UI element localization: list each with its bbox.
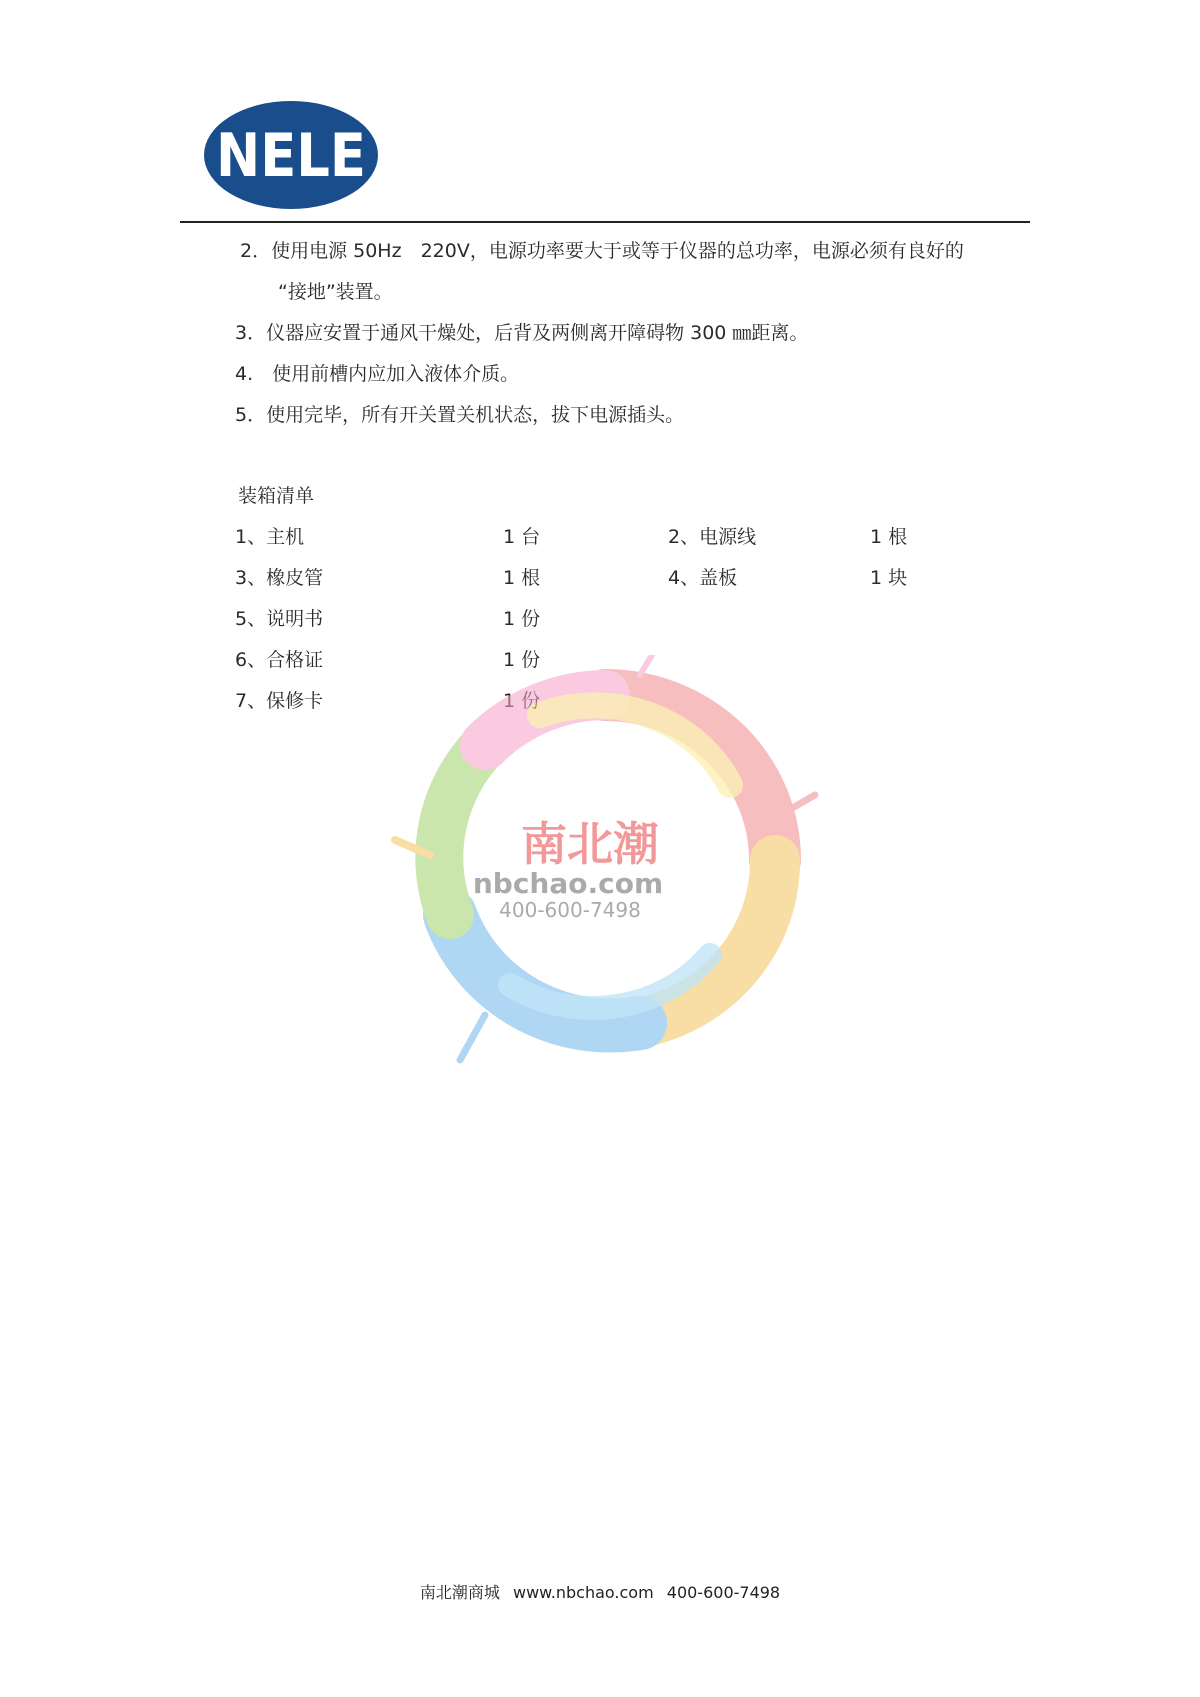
- packing-item-name: 2、电源线: [668, 526, 757, 548]
- packing-list-title: 装箱清单: [238, 485, 315, 507]
- header-divider: [180, 221, 1030, 223]
- packing-item-name: 4、盖板: [668, 567, 738, 589]
- watermark-domain: nbchao.com: [472, 867, 664, 900]
- packing-item-qty: 1 份: [503, 690, 541, 712]
- packing-item-qty: 1 台: [503, 526, 541, 548]
- packing-item-name: 6、合格证: [235, 649, 324, 671]
- nele-logo: [203, 100, 379, 210]
- logo-text: NELE: [216, 121, 366, 191]
- packing-item-qty: 1 份: [503, 608, 541, 630]
- note-2-line-1: 2．使用电源 50Hz 220V，电源功率要大于或等于仪器的总功率，电源必须有良好的: [240, 240, 964, 262]
- watermark-brand: 南北潮: [521, 817, 659, 871]
- watermark-logo: [390, 655, 820, 1075]
- watermark-phone: 400-600-7498: [499, 898, 641, 922]
- packing-item-qty: 1 根: [503, 567, 541, 589]
- packing-item-qty: 1 块: [870, 567, 908, 589]
- packing-item-qty: 1 根: [870, 526, 908, 548]
- note-2-line-2: “接地”装置。: [278, 281, 393, 303]
- packing-item-name: 3、橡皮管: [235, 567, 324, 589]
- footer-url[interactable]: www.nbchao.com: [512, 1583, 654, 1602]
- note-3: 3．仪器应安置于通风干燥处，后背及两侧离开障碍物 300 ㎜距离。: [235, 322, 809, 344]
- footer-phone: 400-600-7498: [666, 1583, 781, 1602]
- page-footer: [0, 1582, 1200, 1604]
- note-5: 5．使用完毕，所有开关置关机状态，拔下电源插头。: [235, 404, 685, 426]
- note-4: 4. 使用前槽内应加入液体介质。: [235, 363, 520, 385]
- footer-shop: 南北潮商城: [419, 1583, 500, 1602]
- packing-item-name: 5、说明书: [235, 608, 324, 630]
- packing-item-qty: 1 份: [503, 649, 541, 671]
- packing-item-name: 1、主机: [235, 526, 305, 548]
- packing-item-name: 7、保修卡: [235, 690, 324, 712]
